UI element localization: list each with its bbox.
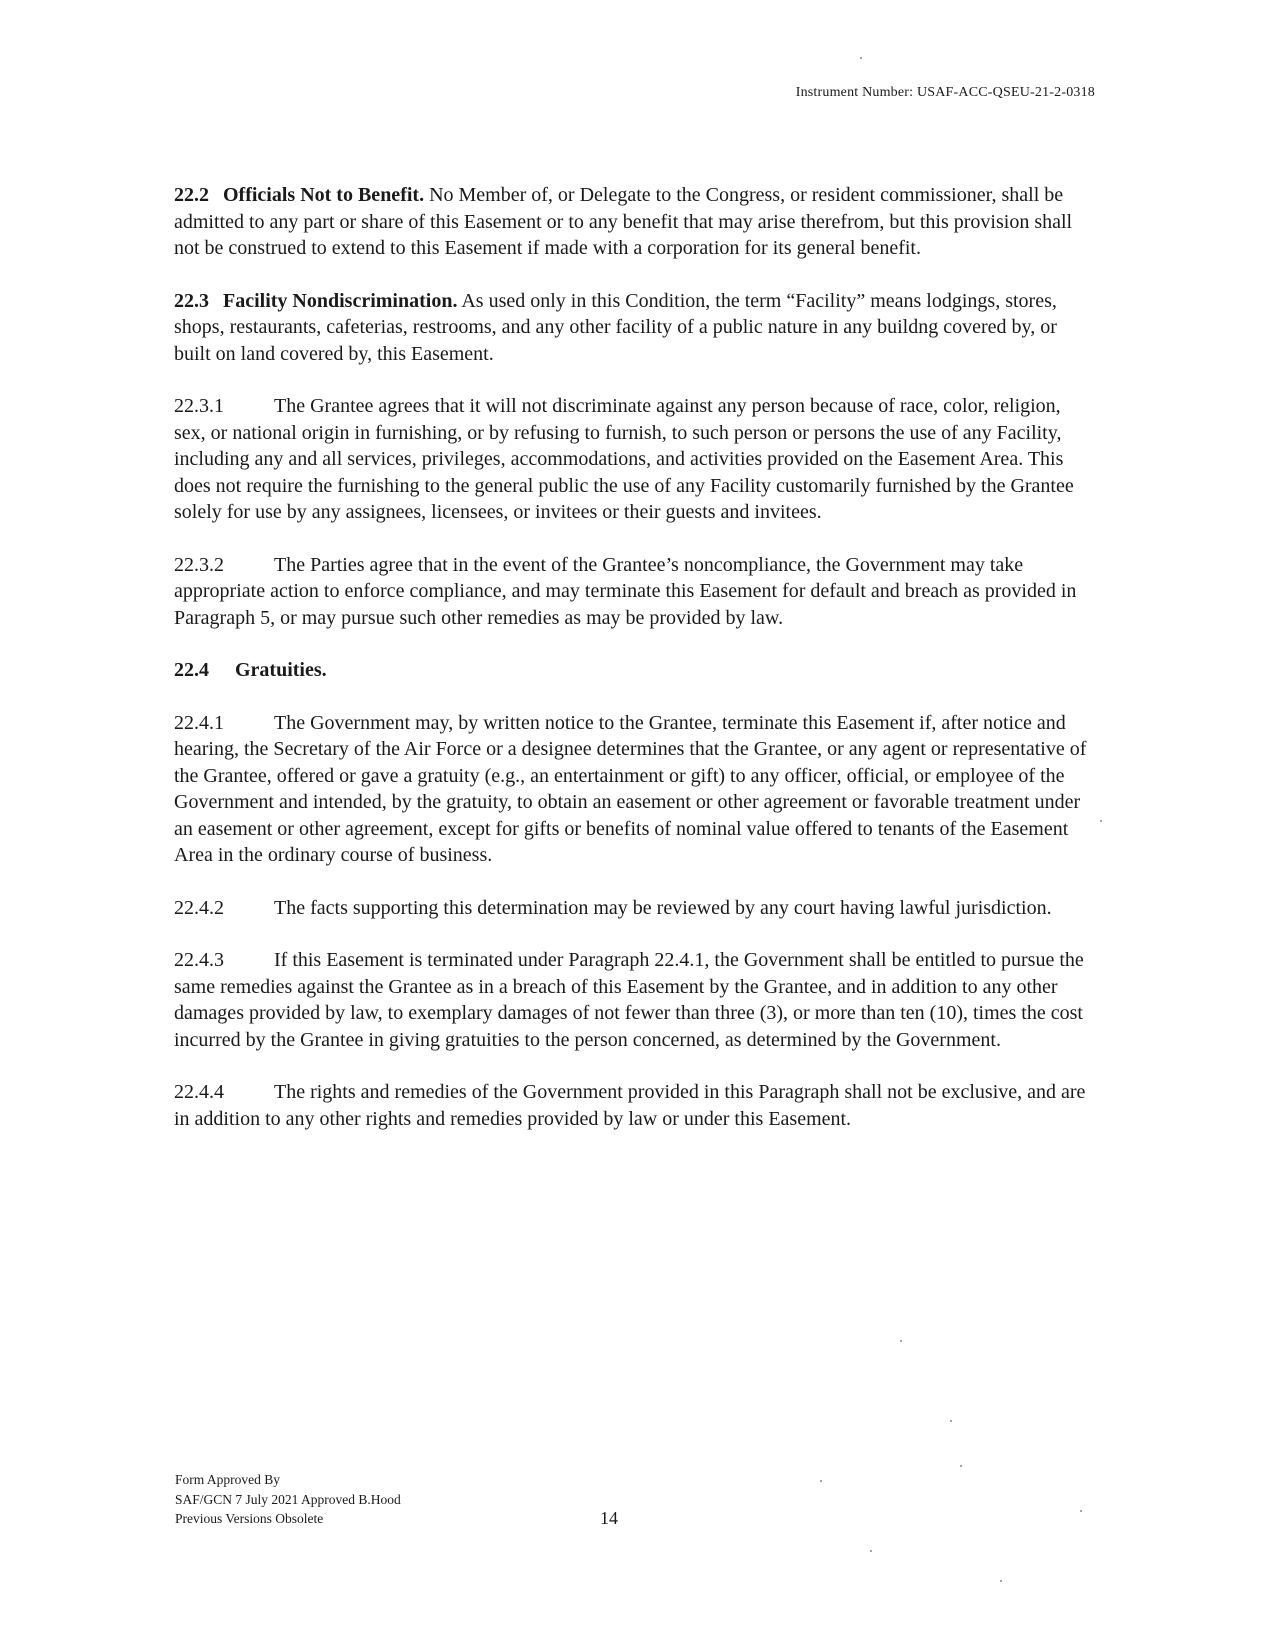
section-number: 22.3.2: [174, 553, 224, 576]
section-number: 22.4.1: [174, 711, 224, 734]
section-text: If this Easement is terminated under Paragraph 22.4.1, the Government shall be entitled to pursue the same remedies against the Grantee as in a breach of this Easement by the Grantee, and in addition to any other damages provided by law, to exemplary damages of not fewer than three (3), or more than ten (10), times the cost incurred by the Grantee in giving gratuities to the person concerned, as determined by the Government.: [174, 949, 1084, 1051]
section-number: 22.2: [174, 184, 209, 206]
scan-speck: [870, 1550, 872, 1552]
section-22-4: [174, 657, 1094, 684]
scan-speck: [900, 1340, 902, 1342]
section-text: The rights and remedies of the Government provided in this Paragraph shall not be exclusive, and are in addition to any other rights and remedies provided by law or under this Easement.: [174, 1081, 1086, 1130]
section-heading: Gratuities.: [235, 659, 327, 681]
section-22-4-4: [174, 1079, 1094, 1132]
section-text: The Parties agree that in the event of the Grantee’s noncompliance, the Government may take appropriate action to enforce compliance, and may terminate this Easement for default and breach as provided in Paragraph 5, or may pursue such other remedies as may be provided by law.: [174, 553, 1077, 629]
section-number: 22.3: [174, 289, 209, 312]
scan-speck: [950, 1420, 952, 1422]
footer-line-2: SAF/GCN 7 July 2021 Approved B.Hood: [175, 1491, 401, 1507]
section-22-4-1: [174, 710, 1094, 869]
scan-speck: [1000, 1580, 1002, 1582]
section-text: No Member of, or Delegate to the Congress, or resident commissioner, shall be admitted to any part or share of this Easement or to any benefit that may arise therefrom, but this provision shall not be construed to extend to this Easement if made with a corporation for its general benefit.: [174, 184, 1073, 259]
section-heading: Facility Nondiscrimination.: [223, 289, 458, 312]
section-number: 22.3.1: [174, 395, 224, 417]
footer-line-3: Previous Versions Obsolete: [175, 1511, 324, 1526]
section-number: 22.4.2: [174, 896, 224, 919]
form-approval-footer: [175, 1470, 401, 1529]
instrument-number: Instrument Number: USAF-ACC-QSEU-21-2-0318: [795, 85, 1095, 100]
section-22-2: [174, 182, 1094, 262]
section-22-3: [174, 288, 1094, 368]
document-body: [174, 182, 1094, 1158]
scan-speck: [1100, 820, 1102, 822]
section-text: The Grantee agrees that it will not discriminate against any person because of race, color, religion, sex, or national origin in furnishing, or by refusing to furnish, to such person or persons the use of any Facility, including any and all services, privileges, accommodations, and activities provided on the Easement Area. This does not require the furnishing to the general public the use of any Facility customarily furnished by the Grantee solely for use by any assignees, licensees, or invitees or their guests and invitees.: [174, 395, 1074, 523]
scan-speck: [1080, 1510, 1082, 1512]
section-number: 22.4.4: [174, 1081, 224, 1103]
footer-line-1: Form Approved By: [175, 1472, 281, 1487]
scan-speck: [860, 57, 862, 59]
section-22-4-2: [174, 895, 1094, 922]
section-22-3-1: [174, 393, 1094, 526]
section-heading: Officials Not to Benefit.: [223, 184, 425, 206]
section-22-3-2: [174, 552, 1094, 632]
section-text: The Government may, by written notice to the Grantee, terminate this Easement if, after notice and hearing, the Secretary of the Air Force or a designee determines that the Grantee, or any agent or representative of the Grantee, offered or gave a gratuity (e.g., an entertainment or gift) to any officer, official, or employee of the Government and intended, by the gratuity, to obtain an easement or other agreement or favorable treatment under an easement or other agreement, except for gifts or benefits of nominal value offered to tenants of the Easement Area in the ordinary course of business.: [174, 711, 1087, 866]
section-text: The facts supporting this determination may be reviewed by any court having lawful jurisdiction.: [274, 896, 1052, 919]
section-22-4-3: [174, 947, 1094, 1053]
scan-speck: [960, 1465, 962, 1467]
page-number: 14: [600, 1508, 618, 1528]
scan-speck: [820, 1480, 822, 1482]
section-number: 22.4.3: [174, 949, 224, 971]
section-text: As used only in this Condition, the term “Facility” means lodgings, stores, shops, restaurants, cafeterias, restrooms, and any other facility of a public nature in any buildng covered by, or built on land covered by, this Easement.: [174, 289, 1057, 365]
section-number: 22.4: [174, 659, 209, 681]
